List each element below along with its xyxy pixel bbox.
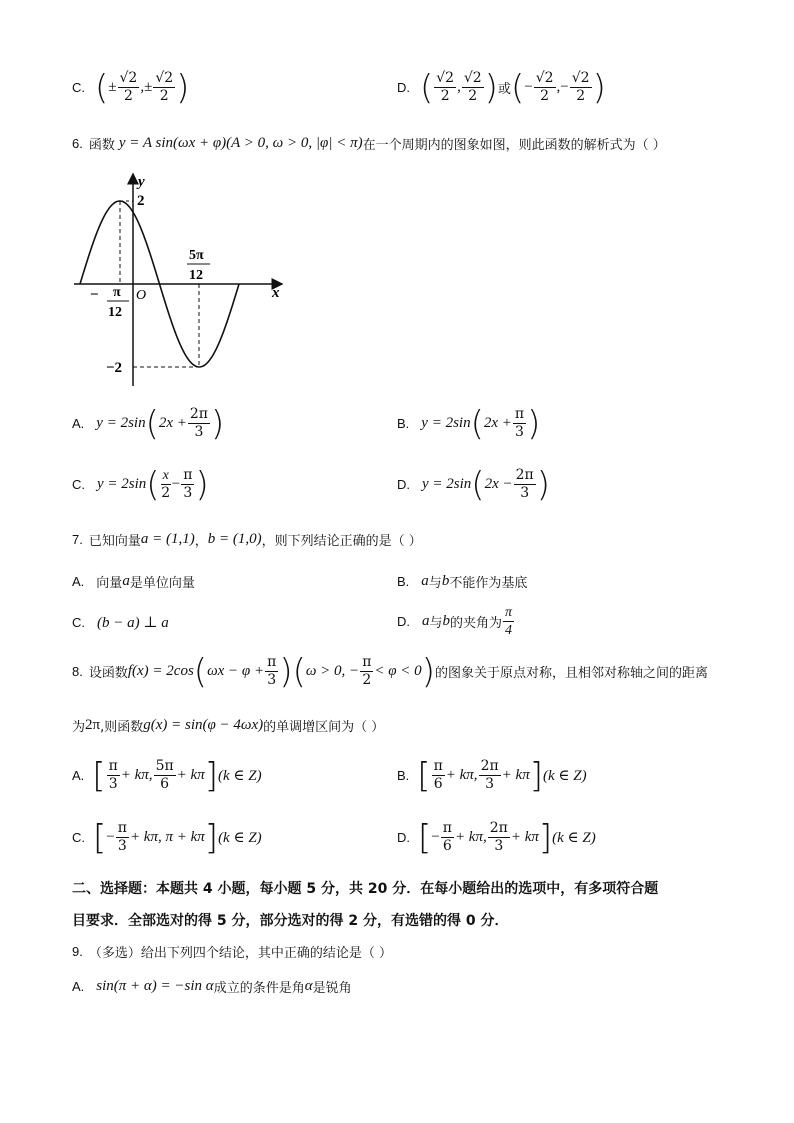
- paren-right: ): [279, 651, 293, 692]
- option-text: 与: [429, 616, 443, 631]
- vector-symbol: a: [421, 573, 429, 589]
- option-label: C.: [72, 830, 85, 845]
- paren-right: ): [484, 67, 498, 108]
- paren-left: (: [95, 67, 109, 108]
- option-text: 向量: [96, 576, 123, 591]
- q8-option-b[interactable]: [397, 755, 587, 796]
- option-expr: + kπ: [176, 767, 205, 783]
- paren-right: ): [536, 464, 550, 505]
- q5-option-c[interactable]: [72, 67, 190, 108]
- separator: ，: [194, 534, 208, 549]
- question-text: 函数: [88, 138, 115, 153]
- option-label: B.: [397, 574, 410, 589]
- minus-sign: −: [524, 79, 533, 95]
- q6-option-c[interactable]: [72, 464, 209, 505]
- option-expr: + kπ: [510, 829, 539, 845]
- paren-right: ): [211, 403, 225, 444]
- option-text: 不能作为基底: [449, 576, 528, 591]
- question-text: 为: [72, 720, 86, 735]
- fraction: $\frac{\pi}{2}$: [362, 654, 372, 688]
- fraction: $\frac{√2}{2}$: [535, 70, 554, 104]
- option-expr: y = 2sin: [421, 415, 471, 431]
- q8-option-a[interactable]: [72, 755, 262, 796]
- question-text: 已知向量: [88, 534, 141, 549]
- option-expr: 2x +: [483, 415, 512, 431]
- fraction: $\frac{\pi}{6}$: [433, 758, 443, 792]
- question-text: 设函数: [88, 666, 128, 681]
- fraction: $\frac{\pi}{6}$: [442, 820, 452, 854]
- angle-symbol: α: [304, 978, 313, 994]
- q5-option-d[interactable]: D. ( $\frac{√2}{2}$ , $\frac{√2}{2}$ ) 或 ( − $\frac{√2}{2}$ ,− $\frac{√2}{2}$ ): [397, 67, 606, 108]
- option-text: 成立的条件是角: [213, 981, 305, 996]
- q7-option-a[interactable]: [72, 572, 195, 591]
- q7-option-c[interactable]: [72, 613, 169, 632]
- x1-sign: −: [90, 287, 99, 303]
- x1-denominator: 12: [108, 305, 122, 320]
- paren-left: (: [292, 651, 306, 692]
- origin-label: O: [136, 288, 147, 303]
- bracket-left: [: [93, 817, 107, 858]
- fraction: $\frac{2\pi}{3}$: [489, 820, 508, 854]
- option-label: B.: [397, 416, 410, 431]
- min-value-label: −2: [106, 360, 123, 376]
- question-text: ，则下列结论正确的是（ ）: [261, 534, 422, 549]
- fraction: $\frac{x}{2}$: [161, 468, 171, 501]
- plus-minus-sign: ±: [108, 79, 117, 95]
- fraction: $\frac{\pi}{3}$: [514, 406, 525, 440]
- y-axis-label: y: [138, 174, 145, 190]
- paren-right: ): [176, 67, 190, 108]
- vector-symbol: a: [122, 573, 130, 589]
- option-condition: (k ∈ Z): [552, 830, 596, 846]
- option-condition: (k ∈ Z): [217, 768, 262, 784]
- option-label: C.: [72, 80, 85, 95]
- q6-stem: [72, 134, 666, 153]
- option-expr: sin(π + α) = −sin α: [96, 978, 214, 994]
- fraction: $\frac{\pi}{3}$: [108, 758, 118, 792]
- q7-option-b[interactable]: [397, 572, 527, 591]
- option-expr: (b − a) ⊥ a: [97, 615, 169, 631]
- x-axis-label: x: [272, 285, 280, 301]
- option-label: A.: [72, 768, 85, 783]
- option-expr: 2x −: [484, 476, 513, 492]
- option-label: A.: [72, 416, 85, 431]
- option-expr: + kπ, π + kπ: [129, 829, 205, 845]
- minus-sign: −: [171, 476, 181, 492]
- condition: ω > 0, −: [305, 663, 360, 679]
- bracket-right: ]: [538, 817, 553, 858]
- option-text: 是单位向量: [129, 576, 195, 591]
- minus-sign: −: [106, 829, 115, 845]
- option-text: 是锐角: [312, 981, 352, 996]
- function-definition: g(x) = sin(φ − 4ωx): [143, 717, 264, 733]
- option-expr: + kπ,: [454, 829, 487, 845]
- fraction: $\frac{\pi}{3}$: [117, 820, 127, 854]
- or-text: 或: [497, 82, 511, 97]
- option-expr: y = 2sin: [422, 476, 472, 492]
- vector-symbol: a: [422, 613, 430, 629]
- separator: ,±: [140, 79, 153, 95]
- q6-sine-graph: [70, 168, 300, 390]
- option-label: B.: [397, 768, 410, 783]
- option-label: D.: [397, 830, 410, 845]
- separator: ,−: [556, 79, 569, 95]
- fraction: $\frac{√2}{2}$: [571, 70, 590, 104]
- max-value-label: 2: [137, 193, 145, 209]
- fraction: $\frac{2\pi}{3}$: [480, 758, 499, 792]
- option-label: D.: [397, 477, 410, 492]
- fraction: $\frac{\pi}{3}$: [267, 654, 277, 688]
- function-definition: ωx − φ +: [207, 663, 265, 679]
- minus-sign: −: [431, 829, 440, 845]
- fraction: $\frac{\pi}{4}$: [505, 605, 513, 638]
- paren-left: (: [470, 403, 484, 444]
- vector-b-definition: b = (1,0): [207, 531, 262, 547]
- option-expr: + kπ,: [445, 767, 478, 783]
- question-number: 6.: [72, 136, 83, 151]
- x1-numerator: π: [113, 285, 121, 300]
- question-text: 在一个周期内的图象如图，则此函数的解析式为（ ）: [362, 138, 666, 153]
- function-definition: f(x) = 2cos: [127, 663, 194, 679]
- x2-denominator: 12: [189, 268, 203, 283]
- paren-left: (: [146, 464, 160, 505]
- fraction: $\frac{√2}{2}$: [119, 70, 138, 104]
- option-label: C.: [72, 615, 85, 630]
- option-expr: 2x +: [158, 415, 187, 431]
- fraction: $\frac{2\pi}{3}$: [515, 467, 534, 501]
- bracket-left: [: [418, 817, 432, 858]
- vector-a-definition: a = (1,1): [140, 531, 195, 547]
- option-text: 与: [428, 576, 442, 591]
- fraction: $\frac{√2}{2}$: [463, 70, 482, 104]
- option-condition: (k ∈ Z): [218, 830, 262, 846]
- question-text: ,则函数: [100, 720, 144, 735]
- q9-option-a[interactable]: [72, 977, 352, 996]
- q8-option-c[interactable]: [72, 817, 262, 858]
- period-value: 2π: [85, 717, 101, 733]
- option-text: 的夹角为: [450, 616, 503, 631]
- option-condition: (k ∈ Z): [542, 768, 587, 784]
- question-number: 8.: [72, 664, 83, 679]
- question-formula: y = A sin(ωx + φ)(A > 0, ω > 0, |φ| < π): [118, 135, 363, 151]
- question-text: 的单调增区间为（ ）: [263, 720, 385, 735]
- option-label: C.: [72, 477, 85, 492]
- paren-left: (: [420, 67, 434, 108]
- question-number: 7.: [72, 532, 83, 547]
- bracket-right: ]: [529, 755, 543, 796]
- option-label: D.: [397, 80, 410, 95]
- question-text: （多选）给出下列四个结论，其中正确的结论是（ ）: [88, 946, 392, 961]
- q6-option-a[interactable]: [72, 403, 225, 444]
- paren-right: ): [527, 403, 541, 444]
- q8-stem-line2: [72, 716, 384, 735]
- section-heading-line1: 二、选择题：本题共 4 小题，每小题 5 分，共 20 分．在每小题给出的选项中，有多项符合题: [72, 881, 659, 897]
- question-text: 的图象关于原点对称，且相邻对称轴之间的距离: [434, 666, 708, 681]
- bracket-right: ]: [204, 817, 219, 858]
- q9-stem: [72, 942, 392, 961]
- vector-symbol: b: [442, 613, 451, 629]
- option-expr: + kπ: [501, 767, 530, 783]
- option-expr: + kπ,: [120, 767, 153, 783]
- option-label: A.: [72, 574, 85, 589]
- paren-left: (: [145, 403, 159, 444]
- question-number: 9.: [72, 944, 83, 959]
- x2-numerator: 5π: [189, 248, 204, 263]
- paren-left: (: [510, 67, 525, 108]
- option-expr: y = 2sin: [97, 476, 147, 492]
- paren-left: (: [193, 651, 208, 692]
- q7-stem: [72, 530, 422, 549]
- bracket-right: ]: [204, 755, 218, 796]
- section-heading-line2: 目要求．全部选对的得 5 分，部分选对的得 2 分，有选错的得 0 分．: [72, 913, 509, 929]
- q7-option-d[interactable]: [397, 604, 515, 639]
- bracket-left: [: [92, 755, 106, 796]
- bracket-left: [: [417, 755, 431, 796]
- q8-stem-line1: [72, 651, 708, 692]
- fraction: $\frac{5\pi}{6}$: [155, 758, 174, 792]
- option-expr: y = 2sin: [96, 415, 146, 431]
- paren-right: ): [421, 651, 435, 692]
- paren-right: ): [592, 67, 606, 108]
- q6-option-d[interactable]: [397, 464, 550, 505]
- fraction: $\frac{√2}{2}$: [155, 70, 174, 104]
- q6-option-b[interactable]: [397, 403, 541, 444]
- option-label: D.: [397, 614, 410, 629]
- fraction: $\frac{√2}{2}$: [436, 70, 455, 104]
- fraction: $\frac{\pi}{3}$: [183, 467, 193, 501]
- paren-right: ): [195, 464, 209, 505]
- option-label: A.: [72, 979, 85, 994]
- condition: < φ < 0: [374, 663, 422, 679]
- q8-option-d[interactable]: [397, 817, 596, 858]
- fraction: $\frac{2\pi}{3}$: [189, 406, 208, 440]
- vector-symbol: b: [441, 573, 450, 589]
- paren-left: (: [471, 464, 485, 505]
